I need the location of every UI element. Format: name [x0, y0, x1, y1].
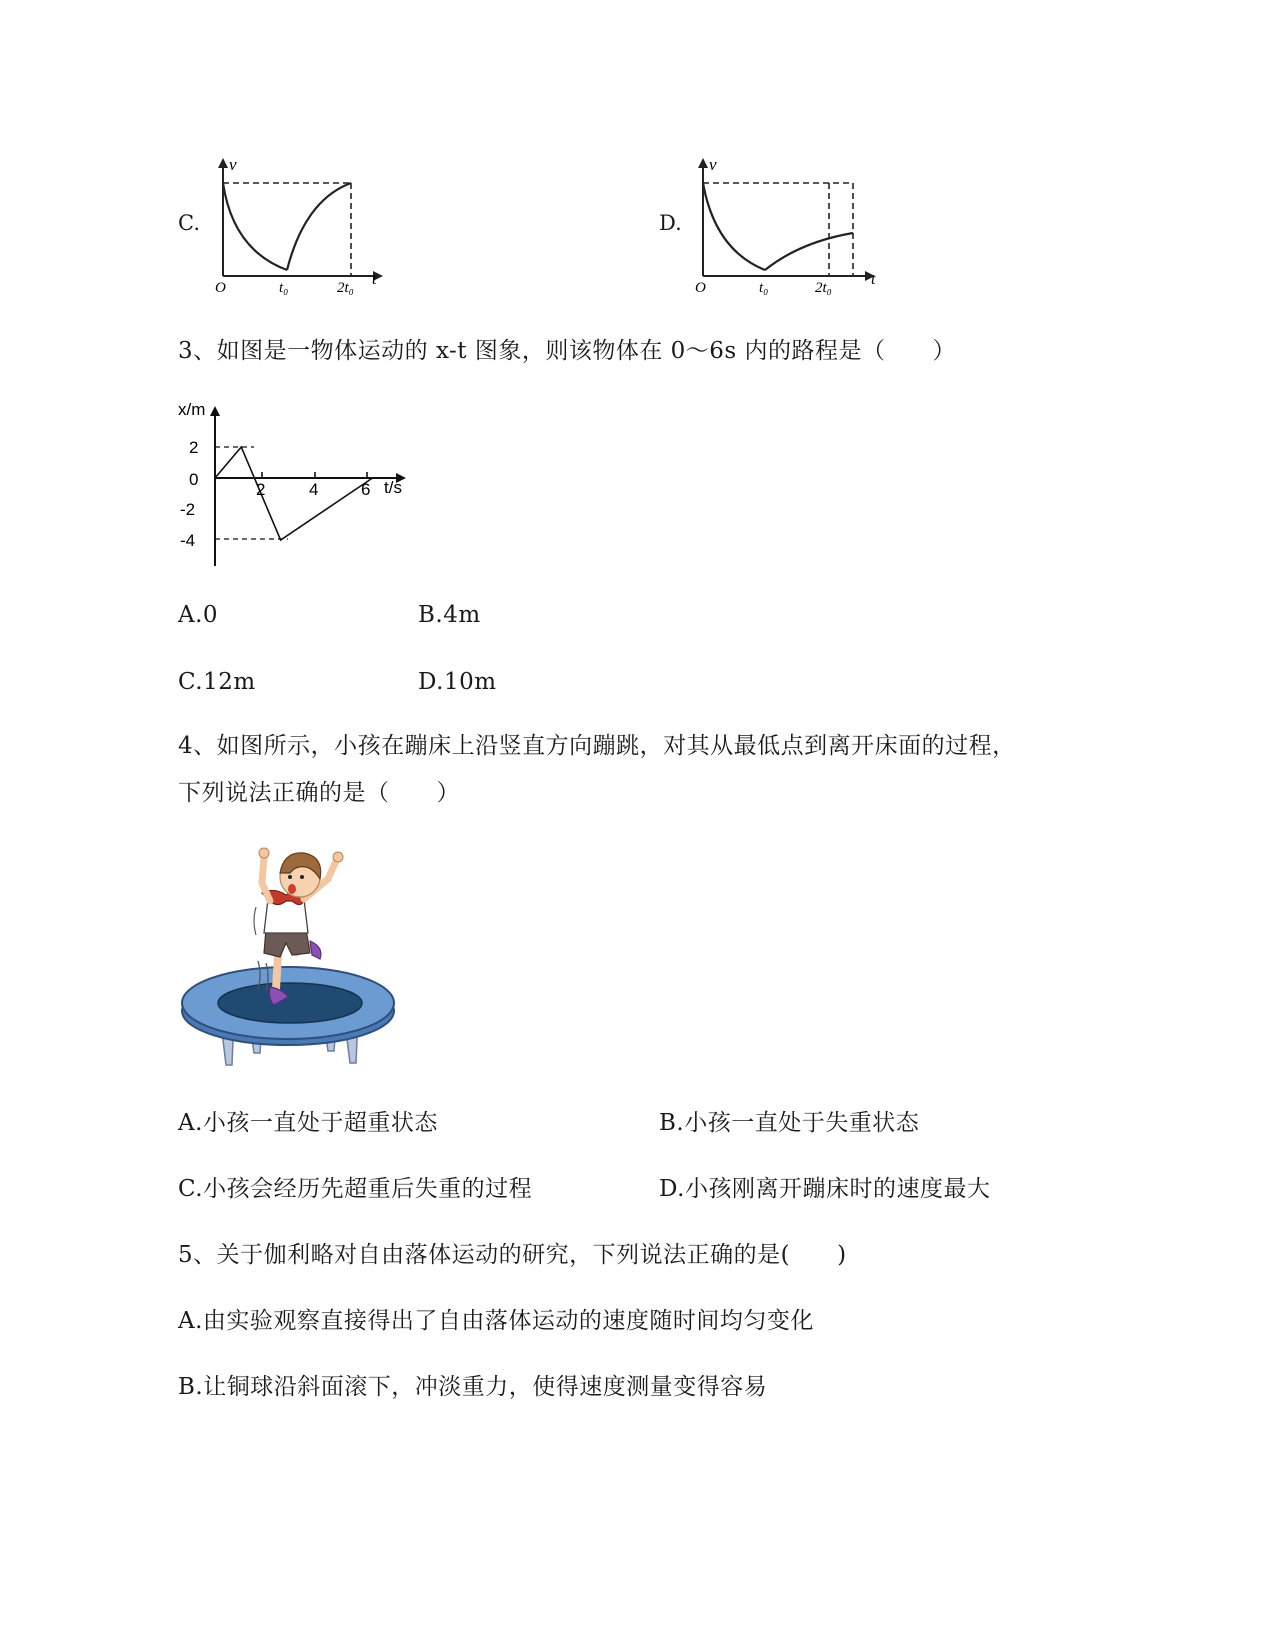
option-text: 4m: [443, 602, 481, 628]
y-tick-0: 0: [189, 470, 199, 489]
trampoline-child-illustration: [178, 843, 403, 1075]
option-text: 小孩会经历先超重后失重的过程: [203, 1176, 533, 1202]
option-label: A.: [178, 1110, 203, 1136]
option-text: 0: [202, 602, 219, 628]
origin-label: O: [215, 280, 226, 296]
q2-option-d-graph: [685, 150, 885, 302]
y-axis-label: x/m: [178, 400, 206, 419]
q4-option-b[interactable]: [659, 1108, 919, 1138]
q2-option-c-label: C.: [178, 211, 200, 235]
q4-option-a[interactable]: [178, 1108, 438, 1138]
option-text: 小孩一直处于超重状态: [202, 1110, 438, 1136]
q3-option-d[interactable]: [418, 667, 497, 697]
option-label: B.: [178, 1374, 204, 1400]
q4-stem-line1: 4、如图所示，小孩在蹦床上沿竖直方向蹦跳，对其从最低点到离开床面的过程，: [178, 733, 1016, 759]
option-label: B.: [659, 1110, 685, 1136]
option-label: D.: [418, 669, 444, 695]
option-text: 小孩一直处于失重状态: [684, 1110, 920, 1136]
q3-xt-graph: [172, 396, 417, 571]
option-label: A.: [178, 602, 203, 628]
y-tick-neg2: -2: [180, 500, 196, 519]
y-tick-neg4: -4: [180, 531, 196, 550]
v-axis-label: v: [709, 155, 717, 174]
x-tick-6: 6: [361, 480, 371, 499]
x-axis-label: t/s: [384, 478, 402, 497]
xt-series-line: [215, 447, 373, 540]
q3-stem: 3、如图是一物体运动的 x-t 图象，则该物体在 0～6s 内的路程是（ ）: [178, 338, 957, 364]
q4-option-c[interactable]: [178, 1174, 532, 1204]
2t0-label: 2t₀: [337, 280, 354, 296]
v-axis-label: v: [229, 155, 237, 174]
2t0-label: 2t₀: [815, 280, 832, 296]
option-text: 12m: [203, 669, 256, 695]
q4-stem-line2: 下列说法正确的是（ ）: [178, 780, 460, 806]
option-label: C.: [178, 669, 204, 695]
q5-option-b[interactable]: [178, 1372, 767, 1402]
q4-option-d[interactable]: [659, 1174, 990, 1204]
t-axis-label: t: [871, 271, 876, 288]
option-label: A.: [178, 1308, 203, 1334]
x-tick-2: 2: [256, 480, 266, 499]
option-label: C.: [178, 1176, 204, 1202]
q2-option-d-label: D.: [659, 211, 682, 235]
q3-option-a[interactable]: [178, 600, 218, 630]
t0-label: t₀: [759, 280, 769, 296]
q3-option-c[interactable]: [178, 667, 256, 697]
q5-option-a[interactable]: [178, 1306, 814, 1336]
q2-option-c-graph: [205, 150, 395, 302]
option-label: B.: [418, 602, 444, 628]
x-tick-4: 4: [309, 480, 319, 499]
option-text: 由实验观察直接得出了自由落体运动的速度随时间均匀变化: [202, 1308, 814, 1334]
option-text: 让铜球沿斜面滚下，冲淡重力，使得速度测量变得容易: [203, 1374, 768, 1400]
option-text: 小孩刚离开蹦床时的速度最大: [684, 1176, 991, 1202]
y-tick-2: 2: [189, 438, 199, 457]
q3-option-b[interactable]: [418, 600, 481, 630]
t-axis-label: t: [372, 271, 377, 288]
q5-stem: 5、关于伽利略对自由落体运动的研究，下列说法正确的是( ): [178, 1242, 847, 1268]
option-label: D.: [659, 1176, 685, 1202]
t0-label: t₀: [279, 280, 289, 296]
origin-label: O: [695, 280, 706, 296]
option-text: 10m: [443, 669, 497, 695]
